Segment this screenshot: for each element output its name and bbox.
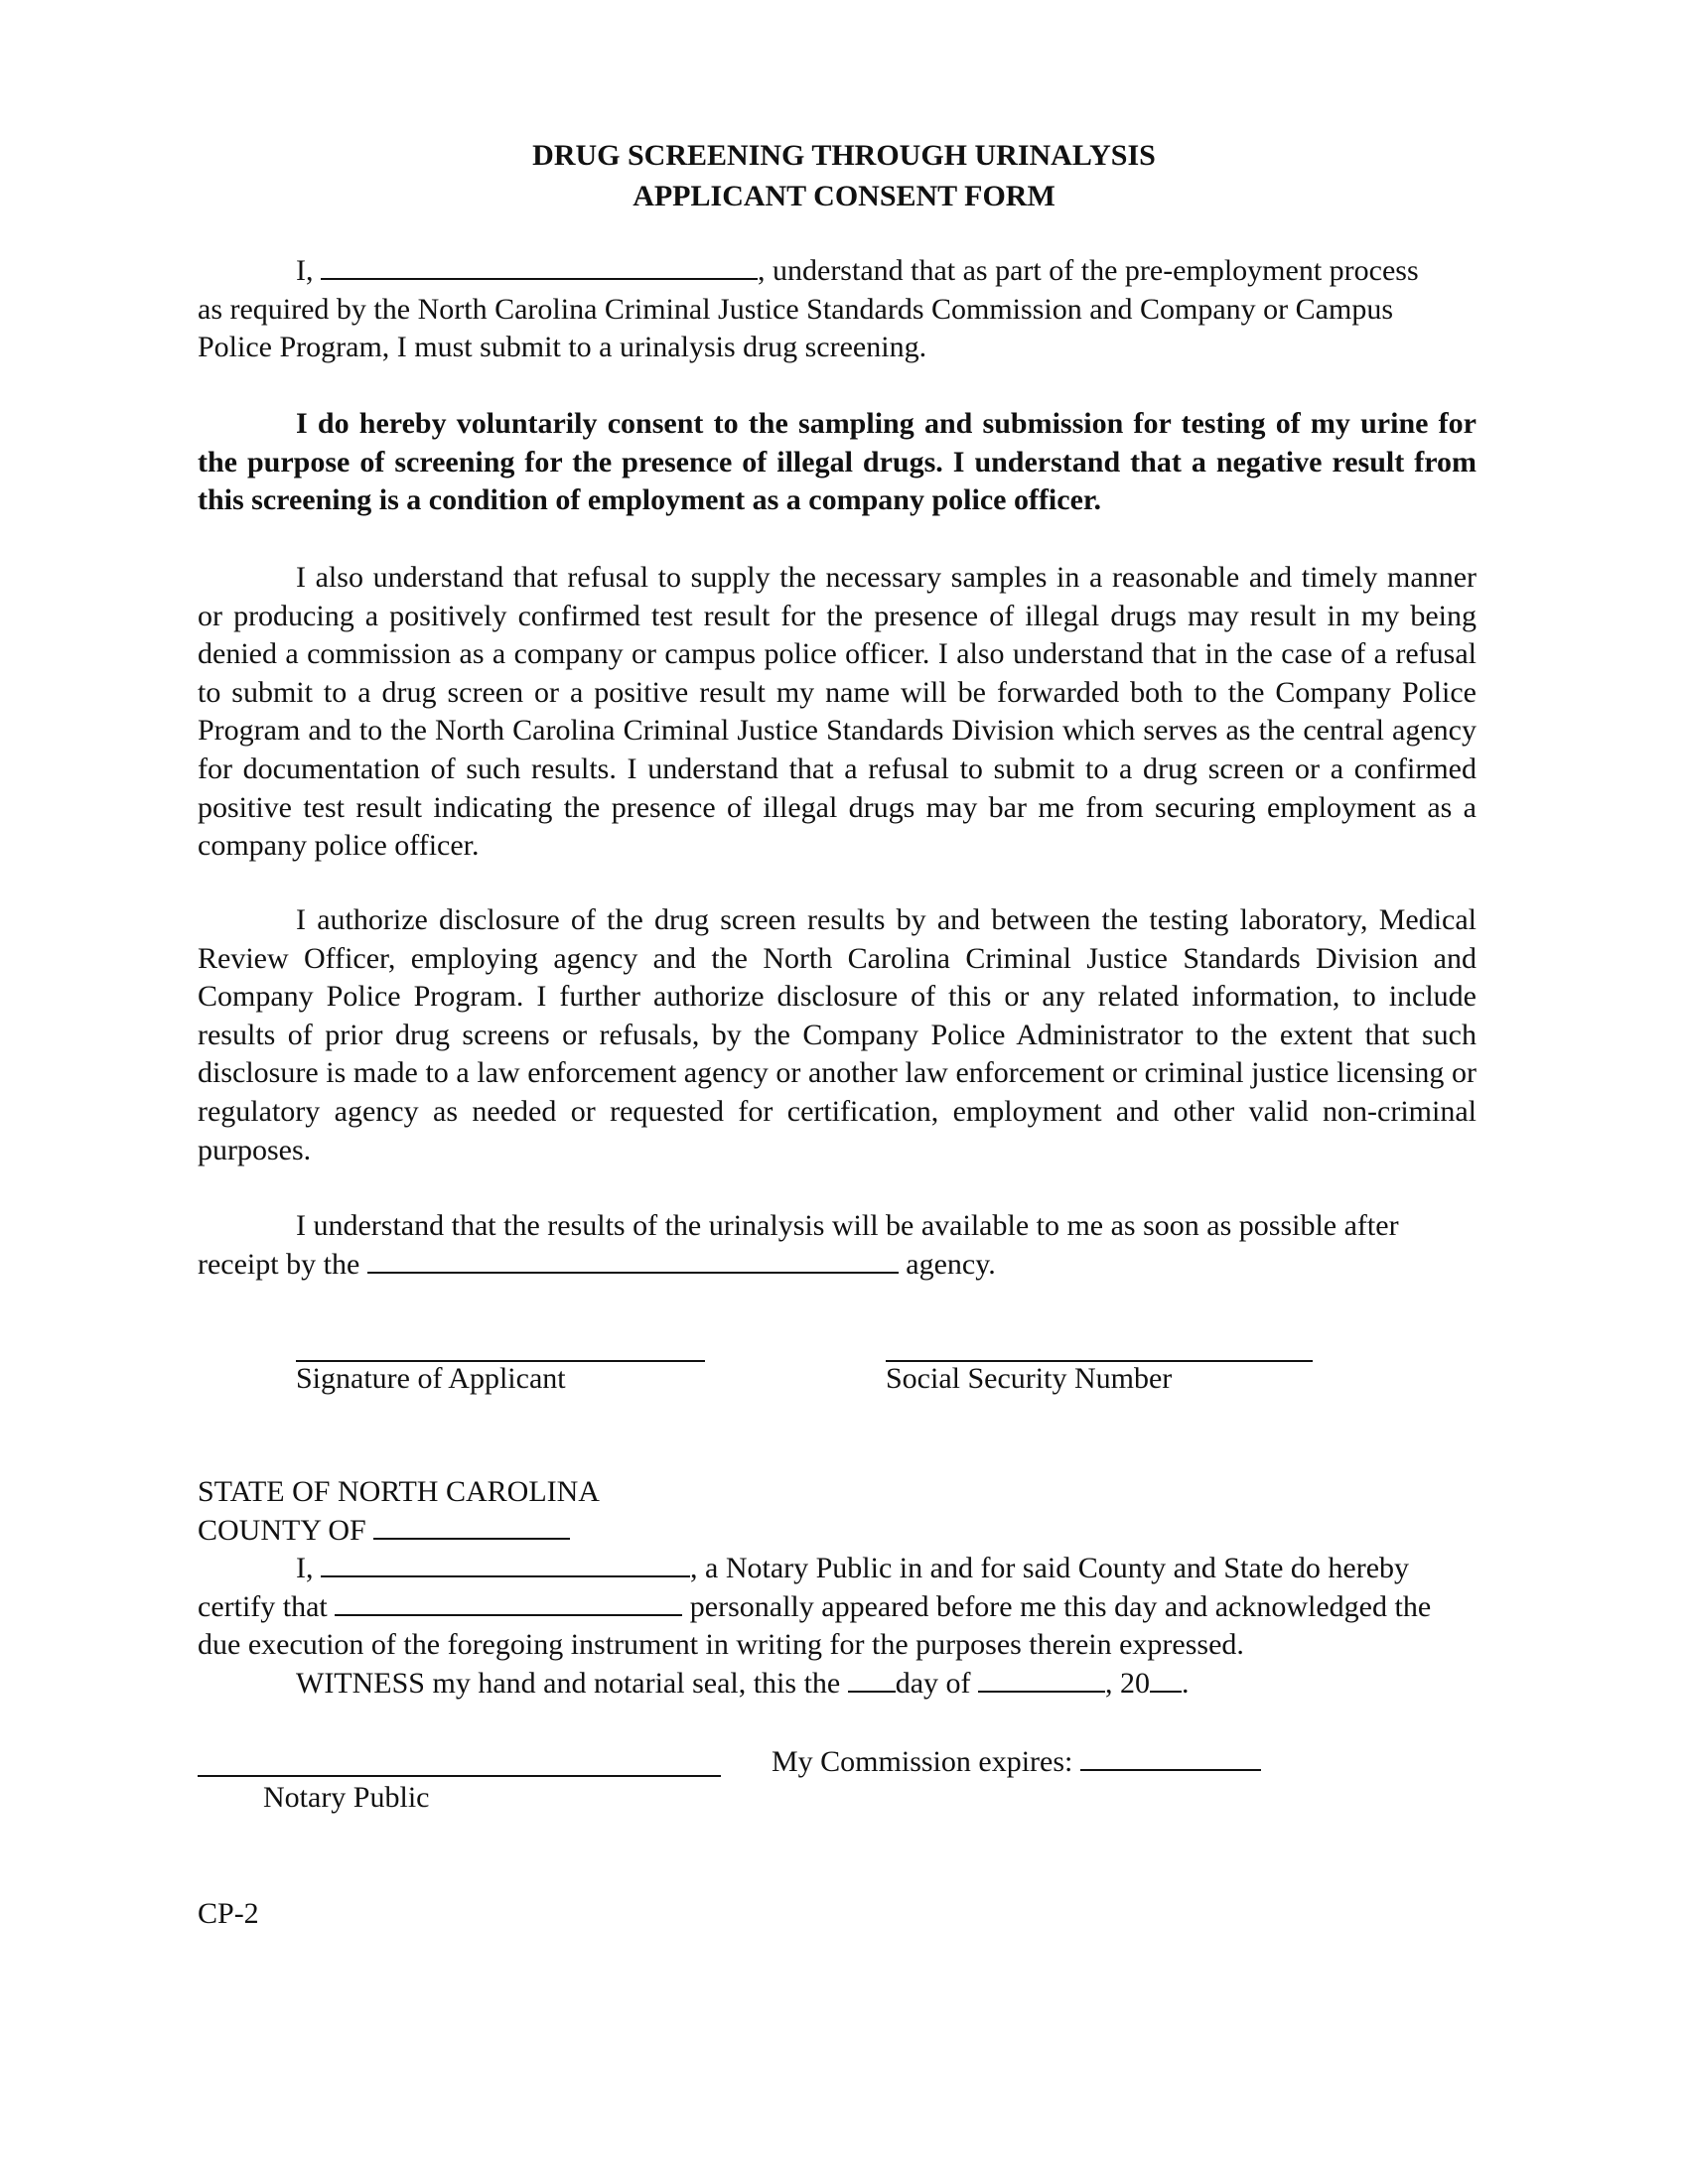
paragraph-refusal	[198, 559, 1477, 866]
para1-line2: as required by the North Carolina Criminal Justice Standards Commission and Company or Campus	[198, 292, 1393, 326]
paragraph-disclosure	[198, 901, 1477, 1169]
month-field[interactable]	[978, 1667, 1105, 1693]
county-field[interactable]	[373, 1514, 570, 1540]
notary-line3: due execution of the foregoing instrument in writing for the purposes therein expressed.	[198, 1628, 1244, 1662]
paragraph-results	[198, 1207, 1477, 1284]
witness-text: WITNESS my hand and notarial seal, this the	[296, 1666, 841, 1700]
notary-line2-start: certify that	[198, 1589, 328, 1623]
notary-line1-end: , a Notary Public in and for said County and State do hereby	[690, 1552, 1410, 1585]
day-field[interactable]	[848, 1667, 896, 1693]
appeared-person-field[interactable]	[335, 1590, 682, 1616]
notary-line2-end: personally appeared before me this day and acknowledged the	[689, 1589, 1432, 1623]
refusal-text: I also understand that refusal to supply the necessary samples in a reasonable and timely manner or producing a positively confirmed test result for the presence of illegal drugs may result in my being denied a commission as a company or campus police officer. I also understand that in the case of a refusal to submit to a drug screen or a positive result my name will be forwarded both to the Company Police Program and to the North Carolina Criminal Justice Standards Division which serves as the central agency for documentation of such results. I understand that a refusal to submit to a drug screen or a confirmed positive test result indicating the presence of illegal drugs may bar me from securing employment as a company police officer.	[198, 561, 1477, 863]
para5-line2-end: agency.	[906, 1247, 996, 1281]
witness-day-of: day of	[895, 1666, 971, 1700]
commission-label: My Commission expires:	[772, 1745, 1073, 1778]
commission-expiry-field[interactable]	[1080, 1745, 1261, 1771]
para1-start: I,	[296, 254, 314, 287]
witness-end: .	[1182, 1666, 1190, 1700]
para5-line1: I understand that the results of the urinalysis will be available to me as soon as possible after	[296, 1209, 1399, 1242]
agency-field[interactable]	[367, 1248, 899, 1274]
para1-line3: Police Program, I must submit to a urinalysis drug screening.	[198, 331, 927, 364]
title-line-1: DRUG SCREENING THROUGH URINALYSIS	[532, 139, 1156, 172]
state-label: STATE OF NORTH CAROLINA	[198, 1475, 600, 1508]
form-title	[0, 135, 1688, 216]
disclosure-text: I authorize disclosure of the drug screen results by and between the testing laboratory, Medical Review Officer, employing agency and the North Carolina Criminal Justice Standards Division and Company Police Program. I further authorize disclosure of this or any related information, to include results of prior drug screens or refusals, by the Company Police Administrator to the extent that such disclosure is made to a law enforcement agency or another law enforcement or criminal justice licensing or regulatory agency as needed or requested for certification, employment and other valid non-criminal purposes.	[198, 903, 1477, 1166]
para5-line2-start: receipt by the	[198, 1247, 360, 1281]
notary-signature-line[interactable]	[198, 1775, 721, 1777]
notary-public-label: Notary Public	[263, 1781, 430, 1814]
para1-line1: , understand that as part of the pre-employment process	[758, 254, 1419, 287]
notary-section	[198, 1473, 1518, 1704]
title-line-2: APPLICANT CONSENT FORM	[633, 180, 1055, 212]
paragraph-consent	[198, 405, 1477, 520]
consent-text: I do hereby voluntarily consent to the sampling and submission for testing of my urine for the purpose of screening for the presence of illegal drugs. I understand that a negative result from this screening is a condition of employment as a company police officer.	[198, 407, 1477, 517]
notary-line1-start: I,	[296, 1552, 314, 1585]
year-field[interactable]	[1150, 1667, 1182, 1693]
form-code: CP-2	[198, 1897, 259, 1930]
notary-name-field[interactable]	[321, 1552, 690, 1577]
ssn-label: Social Security Number	[886, 1362, 1173, 1395]
applicant-signature-label: Signature of Applicant	[296, 1362, 566, 1395]
county-label: COUNTY OF	[198, 1513, 366, 1547]
witness-year-prefix: , 20	[1105, 1666, 1151, 1700]
commission-expiry	[772, 1743, 1261, 1782]
applicant-name-field[interactable]	[321, 254, 758, 280]
paragraph-understanding	[198, 252, 1477, 367]
